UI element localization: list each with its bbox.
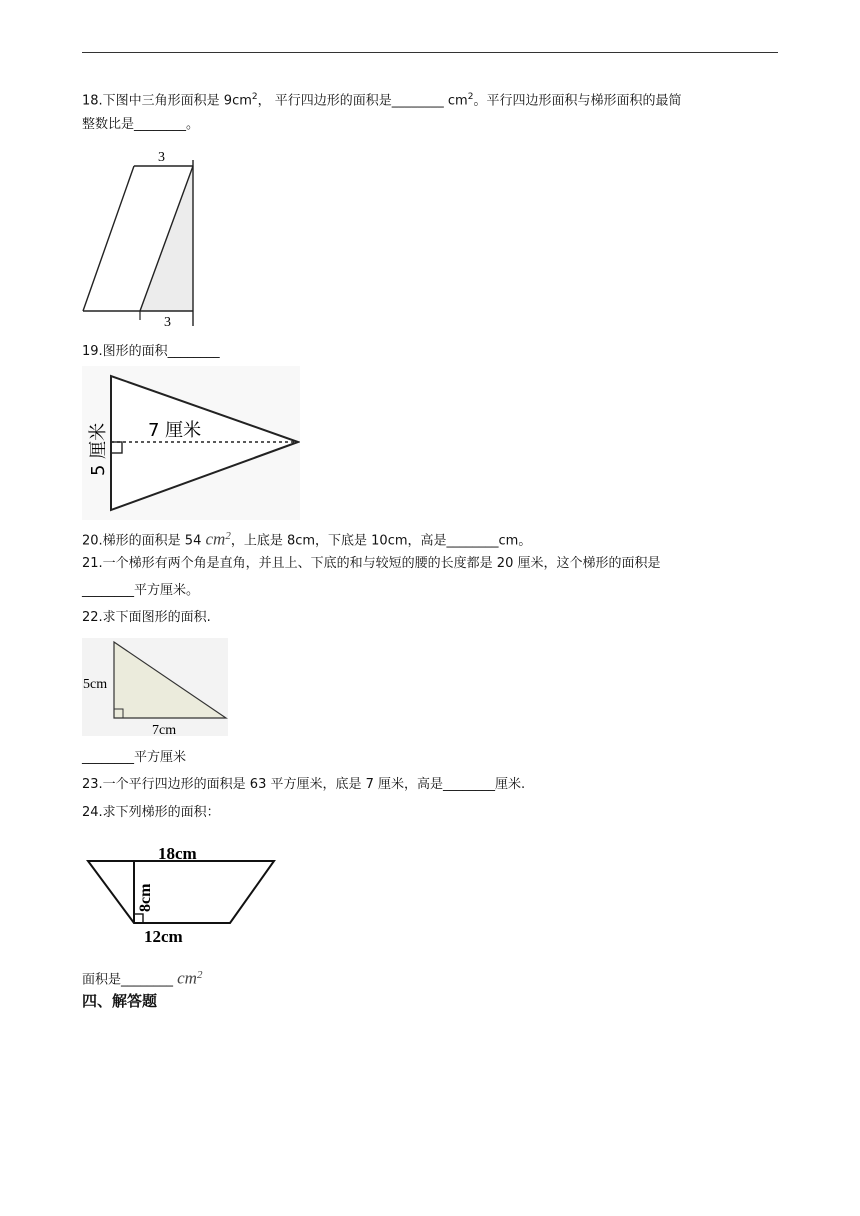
q18-text-a: 18.下图中三角形面积是 9cm [82,93,252,109]
q24-answer-prefix: 面积是________ [82,972,178,988]
q19-text: 19.图形的面积________ [82,344,220,359]
q18-text-b: ， 平行四边形的面积是________ cm [257,93,468,109]
q20-unit: cm [205,529,226,549]
q19-width-label: 7 厘米 [148,420,202,441]
q24-bottom-label: 12cm [144,927,183,946]
q18-figure [78,148,200,330]
q22-figure [82,638,228,736]
q19-figure [82,366,300,520]
q18-bottom-label: 3 [164,315,171,330]
q20-text [82,527,531,550]
q18-sup-b: 2 [467,92,474,102]
q18-line1 [82,88,681,110]
q18-text-c: 。平行四边形面积与梯形面积的最简 [473,93,682,109]
q21-line1: 21.一个梯形有两个角是直角，并且上、下底的和与较短的腰的长度都是 20 厘米，这个梯形的面积是 [82,556,661,571]
q20-text-b: ，上底是 8cm，下底是 10cm，高是________cm。 [230,533,532,549]
q19-height-label: 5 厘米 [88,422,109,476]
q23-text: 23.一个平行四边形的面积是 63 平方厘米，底是 7 厘米，高是________厘米. [82,777,526,792]
q24-text: 24.求下列梯形的面积： [82,805,220,820]
q24-top-label: 18cm [158,844,197,863]
q24-answer-sup: 2 [196,969,203,981]
q24-answer-unit: cm [177,968,197,988]
q24-height-label: 8cm [137,883,154,912]
header-rule [82,52,778,53]
q20-text-a: 20.梯形的面积是 54 [82,533,206,549]
q22-bottom-label: 7cm [152,723,177,736]
q18-line2: 整数比是________。 [82,117,200,132]
q21-line2: ________平方厘米。 [82,583,200,598]
q18-top-label: 3 [158,150,165,165]
q18-sup-a: 2 [251,92,258,102]
q20-unit-sup: 2 [225,530,231,542]
section-heading: 四、解答题 [82,992,158,1010]
q22-answer: ________平方厘米 [82,750,187,765]
q24-answer [82,966,202,989]
q24-figure [82,840,278,948]
q22-text: 22.求下面图形的面积. [82,610,211,625]
q22-left-label: 5cm [83,677,108,692]
